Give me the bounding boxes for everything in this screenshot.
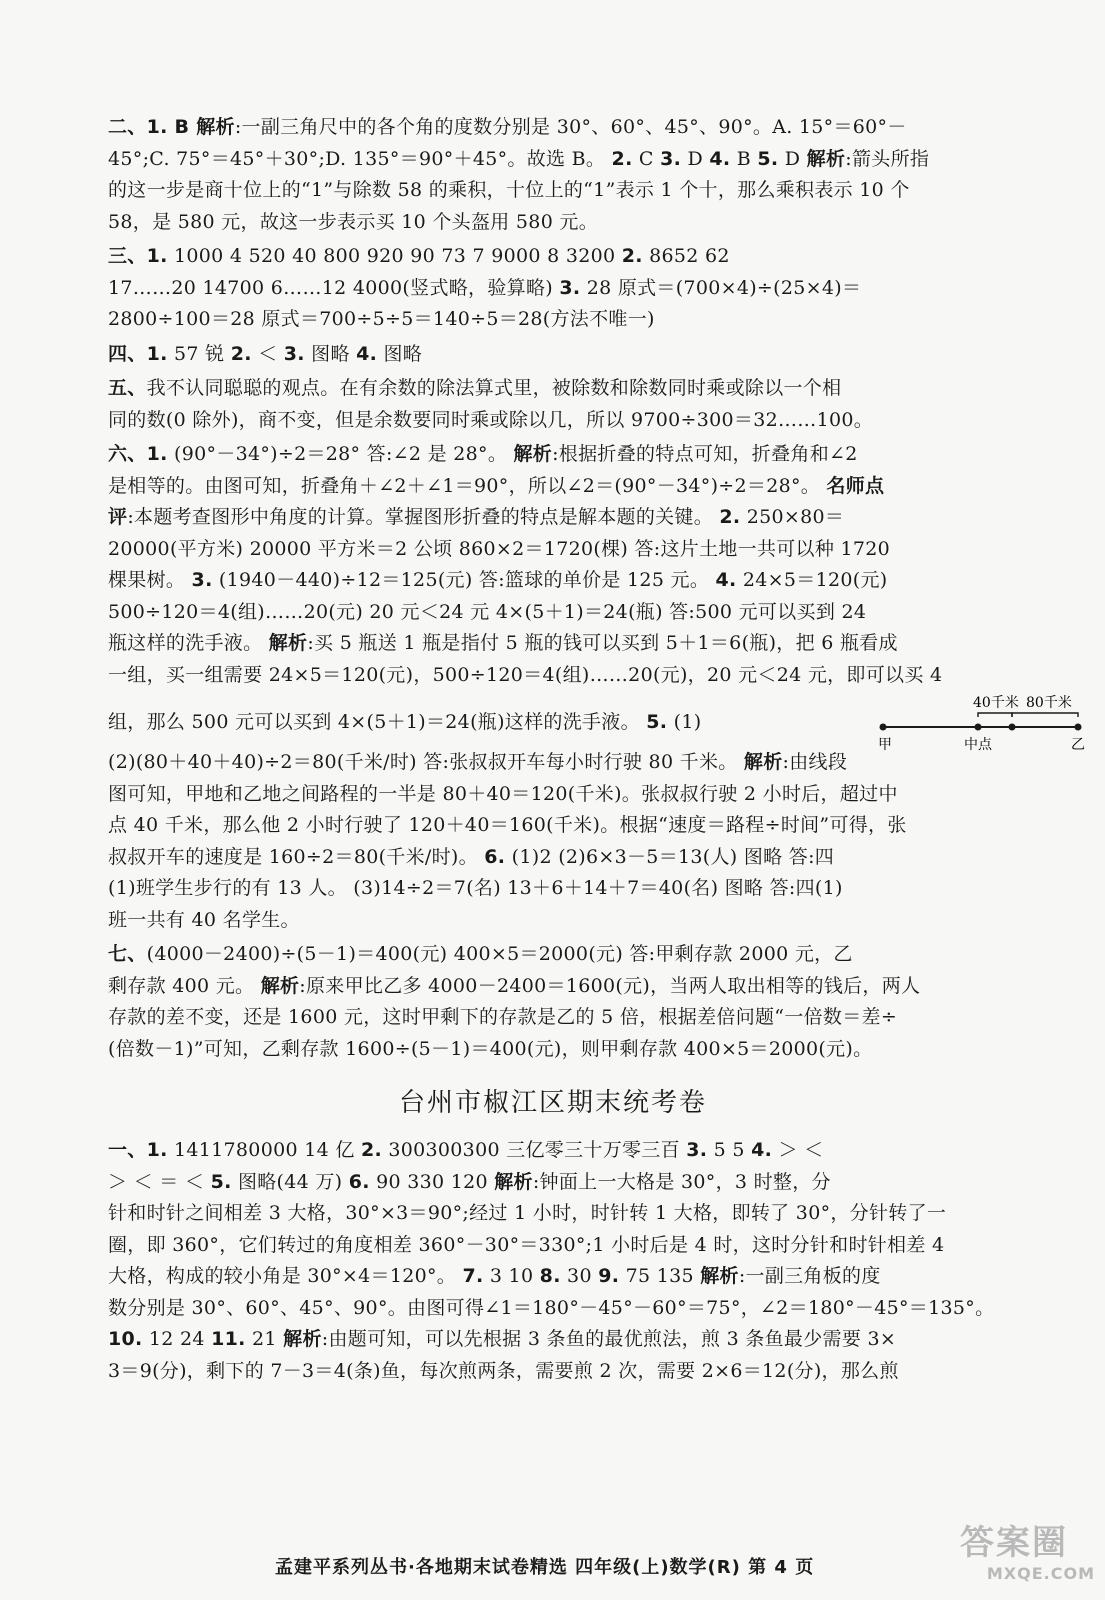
- text-line: [108, 1230, 998, 1262]
- text-run: :买 5 瓶送 1 瓶是指付 5 瓶的钱可以买到 5＋1＝6(瓶)，把 6 瓶看成: [307, 632, 898, 654]
- text-run: (2)(80＋40＋40)÷2＝80(千米/时) 答:张叔叔开车每小时行驶 80 千米。: [108, 751, 744, 773]
- text-line: [108, 502, 998, 534]
- bold-run: 4.: [715, 569, 737, 591]
- text-run: 存款的差不变，还是 1600 元，这时甲剩下的存款是乙的 5 倍，根据差倍问题“一倍数＝差÷: [108, 1006, 898, 1028]
- text-line: [108, 112, 998, 144]
- text-line: [108, 1135, 998, 1167]
- text-run: 75 135: [619, 1265, 701, 1287]
- watermark-sub: MXQE.COM: [986, 1564, 1095, 1583]
- text-line: [108, 810, 998, 842]
- text-run: ＞ ＜ ＝ ＜: [108, 1170, 211, 1193]
- text-run: 图可知，甲地和乙地之间路程的一半是 80＋40＝120(千米)。张叔叔行驶 2 小时后，超过中: [108, 782, 898, 805]
- bold-run: 评: [108, 506, 128, 528]
- text-run: 20000(平方米) 20000 平方米＝2 公顷 860×2＝1720(棵) 答:这片土地一共可以种 1720: [108, 537, 891, 560]
- text-run: 剩存款 400 元。: [108, 974, 261, 997]
- text-run: 90 330 120: [369, 1170, 495, 1193]
- text-run: :由题可知，可以先根据 3 条鱼的最优煎法，煎 3 条鱼最少需要 3×: [321, 1328, 897, 1350]
- bold-run: 3.: [686, 1139, 708, 1161]
- text-run: 17……20 14700 6……12 4000(竖式略，验算略): [108, 276, 560, 299]
- text-run: D: [778, 147, 807, 170]
- text-run: (倍数－1)”可知，乙剩存款 1600÷(5－1)＝400(元)，则甲剩存款 400×5＝2000(元)。: [108, 1037, 873, 1060]
- text-run: 我不认同聪聪的观点。在有余数的除法算式里，被除数和除数同时乘或除以一个相: [146, 377, 842, 399]
- text-line: [108, 273, 998, 305]
- label-80km: 80千米: [1026, 695, 1072, 711]
- text-run: 30: [560, 1265, 599, 1287]
- text-line: [108, 597, 998, 629]
- text-line: [108, 971, 998, 1003]
- bold-run: 11.: [211, 1328, 246, 1350]
- bold-run: 2.: [611, 147, 633, 170]
- text-line: [108, 144, 998, 176]
- text-run: D: [681, 147, 710, 170]
- text-run: ＞ ＜: [772, 1139, 824, 1161]
- watermark-logo: [960, 1515, 1095, 1595]
- bold-run: 3.: [660, 147, 682, 170]
- text-line: [108, 873, 998, 905]
- text-run: C: [632, 147, 661, 170]
- segment-intro-line: [108, 707, 701, 739]
- text-line: [108, 939, 998, 971]
- text-run: (1)2 (2)6×3－5＝13(人) 图略 答:四: [505, 845, 835, 868]
- text-run: 针和时针之间相差 3 大格，30°×3＝90°;经过 1 小时，时针转 1 大格，即转了 30°，分针转了一: [108, 1202, 947, 1224]
- segment-diagram: [878, 691, 1093, 753]
- text-line: [108, 534, 998, 566]
- bold-run: 六、1.: [108, 443, 168, 465]
- text-run: 图略: [377, 342, 423, 365]
- bold-run: 5.: [757, 147, 779, 170]
- bold-run: 6.: [484, 845, 506, 868]
- bold-run: 七、: [108, 943, 147, 965]
- text-run: 24×5＝120(元): [736, 569, 888, 591]
- text-run: :由线段: [782, 751, 848, 773]
- bold-run: 一、1.: [108, 1139, 168, 1161]
- text-run: 300300300 三亿零三十万零三百: [382, 1139, 687, 1161]
- text-run: 28 原式＝(700×4)÷(25×4)＝: [580, 276, 862, 299]
- text-run: 5 5: [707, 1139, 752, 1161]
- text-run: (1): [667, 711, 702, 733]
- label-40km: 40千米: [973, 695, 1019, 711]
- label-start: 甲: [878, 737, 892, 753]
- text-line: [108, 1356, 998, 1388]
- text-run: 大格，构成的较小角是 30°×4＝120°。: [108, 1265, 463, 1287]
- segment-line-row: [108, 691, 1085, 753]
- text-run: (1940－440)÷12＝125(元) 答:篮球的单价是 125 元。: [212, 569, 716, 591]
- text-run: 瓶这样的洗手液。: [108, 632, 269, 654]
- text-run: (90°－34°)÷2＝28° 答:∠2 是 28°。: [167, 443, 514, 465]
- text-run: 叔叔开车的速度是 160÷2＝80(千米/时)。: [108, 845, 485, 868]
- text-run: 3＝9(分)，剩下的 7－3＝4(条)鱼，每次煎两条，需要煎 2 次，需要 2×6＝12(分)，那么煎: [108, 1359, 899, 1382]
- text-run: :钟面上一大格是 30°，3 时整，分: [532, 1170, 831, 1193]
- text-run: 班一共有 40 名学生。: [108, 908, 300, 931]
- text-line: [108, 1034, 998, 1066]
- text-run: 21: [245, 1328, 284, 1350]
- text-line: [108, 565, 998, 597]
- exam-title: 台州市椒江区期末统考卷: [398, 1088, 707, 1118]
- bold-run: 解析: [513, 443, 553, 465]
- bold-run: 10.: [108, 1328, 143, 1350]
- text-run: (4000－2400)÷(5－1)＝400(元) 400×5＝2000(元) 答:甲剩存款 2000 元，乙: [146, 943, 853, 965]
- section-4: [108, 339, 998, 371]
- text-line: [108, 1002, 998, 1034]
- bold-run: 2.: [230, 342, 252, 365]
- bold-run: 解析: [806, 147, 846, 170]
- text-line: [108, 905, 998, 937]
- text-run: 8652 62: [642, 245, 730, 267]
- text-line: [108, 304, 998, 336]
- watermark-main: 答案圈: [960, 1523, 1068, 1563]
- bold-run: 名师点: [826, 474, 885, 497]
- point-mid: [975, 724, 982, 731]
- text-run: 2800÷100＝28 原式＝700÷5÷5＝140÷5＝28(方法不唯一): [108, 308, 655, 330]
- bold-run: 解析: [283, 1328, 322, 1350]
- text-line: [108, 747, 998, 779]
- section-2: [108, 112, 998, 238]
- text-line: [108, 207, 998, 239]
- section-5: [108, 373, 998, 436]
- point-start: [880, 724, 887, 731]
- bold-run: 5.: [210, 1170, 232, 1193]
- text-run: B: [730, 147, 758, 170]
- text-run: 图略: [304, 342, 357, 365]
- text-run: 点 40 千米，那么他 2 小时行驶了 120＋40＝160(千米)。根据“速度＝路程÷时间”可得，张: [108, 814, 907, 836]
- bold-run: 二、1. B 解析: [108, 116, 235, 138]
- text-run: :本题考查图形中角度的计算。掌握图形折叠的特点是解本题的关键。: [127, 506, 720, 528]
- bold-run: 五、: [108, 377, 147, 399]
- label-end: 乙: [1071, 737, 1085, 753]
- text-run: :一副三角尺中的各个角的度数分别是 30°、60°、45°、90°。A. 15°＝60°－: [234, 116, 907, 138]
- text-line: [108, 339, 998, 371]
- bold-run: 4.: [709, 147, 731, 170]
- text-run: 是相等的。由图可知，折叠角＋∠2＋∠1＝90°，所以∠2＝(90°－34°)÷2＝28°。: [108, 474, 827, 497]
- section-6-continued: [108, 747, 998, 936]
- bold-run: 2.: [719, 506, 741, 528]
- text-run: 组，那么 500 元可以买到 4×(5＋1)＝24(瓶)这样的洗手液。: [108, 711, 647, 733]
- bold-run: 2.: [360, 1139, 383, 1161]
- point-end: [1075, 724, 1082, 731]
- text-run: (1)班学生步行的有 13 人。 (3)14÷2＝7(名) 13＋6＋14＋7＝40(名) 图略 答:四(1): [108, 877, 843, 899]
- bold-run: 4.: [356, 342, 378, 365]
- section-3: [108, 241, 998, 336]
- text-run: 12 24: [142, 1328, 212, 1350]
- text-run: :根据折叠的特点可知，折叠角和∠2: [552, 443, 858, 465]
- bold-run: 3.: [283, 342, 305, 365]
- text-line: [108, 842, 998, 874]
- text-run: 同的数(0 除外)，商不变，但是余数要同时乘或除以几，所以 9700÷300＝32……100。: [108, 408, 874, 431]
- text-line: [108, 241, 998, 273]
- answer-page: [108, 112, 1085, 1387]
- text-line: [108, 373, 998, 405]
- text-run: :一副三角板的度: [738, 1265, 881, 1287]
- bold-run: 6.: [348, 1170, 370, 1193]
- text-line: [108, 1293, 998, 1325]
- section-6: [108, 439, 998, 691]
- text-line: [108, 175, 998, 207]
- text-run: 数分别是 30°、60°、45°、90°。由图可得∠1＝180°－45°－60°＝75°，∠2＝180°－45°＝135°。: [108, 1296, 995, 1319]
- bold-run: 8.: [539, 1265, 561, 1287]
- text-run: 57 锐: [167, 342, 231, 365]
- bold-run: 解析: [743, 751, 783, 773]
- text-run: 一组，买一组需要 24×5＝120(元)，500÷120＝4(组)……20(元)，20 元＜24 元，即可以买 4: [108, 663, 943, 686]
- bold-run: 解析: [700, 1265, 739, 1287]
- text-run: ＜: [251, 342, 284, 365]
- text-run: :箭头所指: [845, 147, 930, 170]
- text-run: 3 10: [483, 1265, 540, 1287]
- text-line: [108, 405, 998, 437]
- text-run: 的这一步是商十位上的“1”与除数 58 的乘积，十位上的“1”表示 1 个十，那么乘积表示 10 个: [108, 179, 910, 201]
- text-run: 图略(44 万): [231, 1170, 349, 1193]
- bold-run: 四、1.: [108, 342, 168, 365]
- text-run: 1000 4 520 40 800 920 90 73 7 9000 8 3200: [167, 245, 622, 267]
- text-line: [108, 1261, 998, 1293]
- bold-run: 2.: [621, 245, 643, 267]
- text-line: [108, 628, 998, 660]
- text-run: :原来甲比乙多 4000－2400＝1600(元)，当两人取出相等的钱后，两人: [299, 974, 921, 997]
- text-line: [108, 1167, 998, 1199]
- text-run: 250×80＝: [740, 506, 845, 528]
- bold-run: 9.: [598, 1265, 620, 1287]
- page-footer: 孟建平系列丛书·各地期末试卷精选 四年级(上)数学(R) 第 4 页: [275, 1557, 815, 1578]
- bold-run: 解析: [268, 632, 308, 654]
- label-mid: 中点: [964, 737, 992, 753]
- bold-run: 解析: [494, 1170, 533, 1193]
- text-line: [108, 439, 998, 471]
- bold-run: 5.: [646, 711, 668, 733]
- bold-run: 4.: [751, 1139, 773, 1161]
- text-line: [108, 660, 998, 692]
- text-line: [108, 1198, 998, 1230]
- text-line: [108, 779, 998, 811]
- bold-run: 3.: [191, 569, 213, 591]
- text-run: 圈，即 360°，它们转过的角度相差 360°－30°＝330°;1 小时后是 4 时，这时分针和时针相差 4: [108, 1233, 945, 1256]
- bold-run: 7.: [462, 1265, 484, 1287]
- section-7: [108, 939, 998, 1065]
- text-run: 棵果树。: [108, 569, 192, 591]
- point-car: [1009, 724, 1016, 731]
- text-run: 1411780000 14 亿: [167, 1139, 361, 1161]
- text-run: 500÷120＝4(组)……20(元) 20 元＜24 元 4×(5＋1)＝24(瓶) 答:500 元可以买到 24: [108, 600, 867, 623]
- bold-run: 三、1.: [108, 245, 168, 267]
- bold-run: 3.: [559, 276, 581, 299]
- text-run: 45°;C. 75°＝45°＋30°;D. 135°＝90°＋45°。故选 B。: [108, 147, 612, 170]
- text-line: [108, 1324, 998, 1356]
- text-line: [108, 471, 998, 503]
- text-run: 58，是 580 元，故这一步表示买 10 个头盔用 580 元。: [108, 210, 599, 233]
- next-exam-section-1: [108, 1135, 998, 1387]
- bold-run: 解析: [260, 974, 300, 997]
